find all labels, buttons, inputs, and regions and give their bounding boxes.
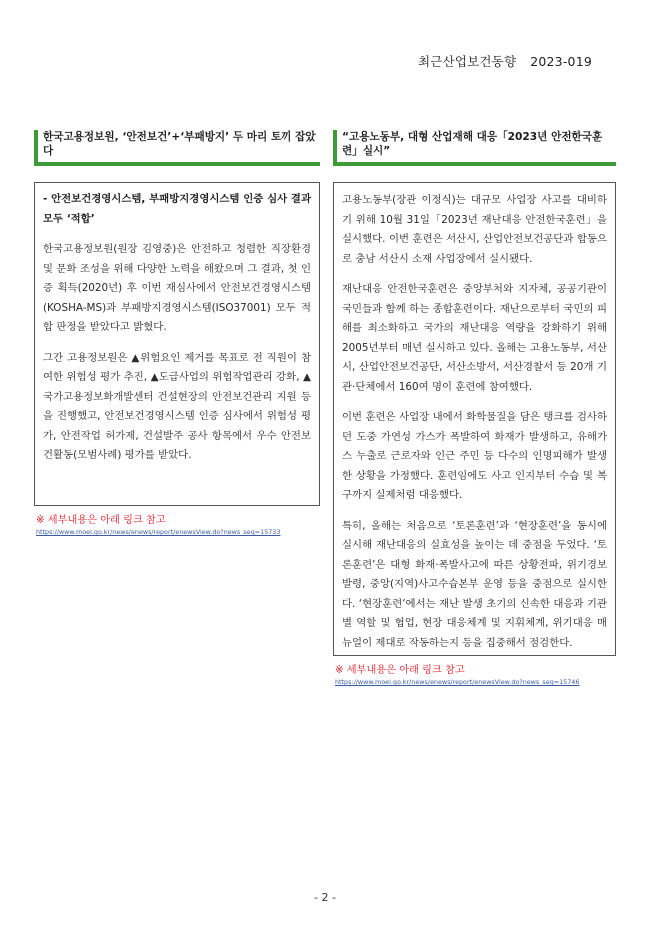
header-title: 최근산업보건동향 [418, 54, 517, 69]
left-article-paragraph: 한국고용정보원(원장 김영중)은 안전하고 청렴한 직장환경 및 문화 조성을 위해 다양한 노력을 해왔으며 그 결과, 첫 인증 획득(2020년) 후 이번 재심사에서 안전보건경영시스템(KOSHA-MS)과 부패방지경영시스템(ISO37001) 모두 적합 판정을 받았다고 밝혔다. [43, 243, 311, 333]
header-doc-number: 2023-019 [530, 54, 592, 69]
right-article-link[interactable]: https://www.moel.go.kr/news/enews/report/enewsView.do?news_seq=15746 [335, 678, 580, 686]
left-article [34, 130, 320, 537]
right-article-paragraph: 재난대응 안전한국훈련은 중앙부처와 지자체, 공공기관이 국민들과 함께 하는 종합훈련이다. 재난으로부터 국민의 피해를 최소화하고 국가의 재난대응 역량을 강화하기 위해 2005년부터 매년 실시하고 있다. 올해는 고용노동부, 서산시, 산업안전보건공단, 서산소방서, 서산경찰서 등 20개 기관·단체에서 160여 명이 훈련에 참여했다. [342, 283, 607, 393]
left-article-note: ※ 세부내용은 아래 링크 참고 [36, 515, 166, 526]
left-article-title: 한국고용정보원, ‘안전보건’+‘부패방지’ 두 마리 토끼 잡았다 [34, 130, 320, 166]
right-article-title: “고용노동부, 대형 산업재해 대응「2023년 안전한국훈련」실시” [333, 130, 616, 166]
right-article-paragraph: 특히, 올해는 처음으로 ‘토론훈련’과 ‘현장훈련’을 동시에 실시해 재난대응의 실효성을 높이는 데 중점을 두었다. ‘토론훈련’은 대형 화재·폭발사고에 따른 상황전파, 위기경보 발령, 중앙(지역)사고수습본부 운영 등을 중점으로 실시한다. ‘현장훈련’에서는 재난 발생 초기의 신속한 대응과 기관별 역할 및 협업, 현장 대응체계 및 지휘체계, 위기대응 매뉴얼이 제대로 작동하는지 등을 집중해서 점검한다. [342, 519, 607, 649]
page-number: - 2 - [314, 891, 336, 904]
right-article-note: ※ 세부내용은 아래 링크 참고 [335, 665, 465, 676]
right-article [333, 130, 616, 687]
document-header [418, 52, 592, 70]
right-article-box [333, 182, 616, 656]
left-article-subhead: - 안전보건경영시스템, 부패방지경영시스템 인증 심사 결과 모두 ‘적합’ [43, 193, 311, 225]
right-article-paragraph: 고용노동부(장관 이정식)는 대규모 사업장 사고를 대비하기 위해 10월 31일「2023년 재난대응 안전한국훈련」을 실시했다. 이번 훈련은 서산시, 산업안전보건공단과 합동으로 충남 서산시 소재 사업장에서 실시됐다. [342, 194, 607, 265]
left-article-box [34, 182, 320, 506]
left-article-paragraph: 그간 고용정보원은 ▲위험요인 제거를 목표로 전 직원이 참여한 위험성 평가 추진, ▲도급사업의 위험작업관리 강화, ▲국가고용정보화개발센터 건설현장의 안전보건관리 지원 등을 진행했고, 안전보건경영시스템 인증 심사에서 위험성 평가, 안전작업 허가제, 건설발주 공사 항목에서 우수 안전보건활동(모범사례) 평가를 받았다. [43, 351, 311, 461]
left-article-link[interactable]: https://www.moel.go.kr/news/enews/report/enewsView.do?news_seq=15733 [36, 528, 281, 536]
right-article-paragraph: 이번 훈련은 사업장 내에서 화학물질을 담은 탱크를 검사하던 도중 가연성 가스가 폭발하여 화재가 발생하고, 유해가스 누출로 근로자와 인근 주민 등 다수의 인명피해가 발생한 상황을 가정했다. 훈련임에도 사고 인지부터 수습 및 복구까지 실제처럼 대응했다. [342, 411, 607, 501]
